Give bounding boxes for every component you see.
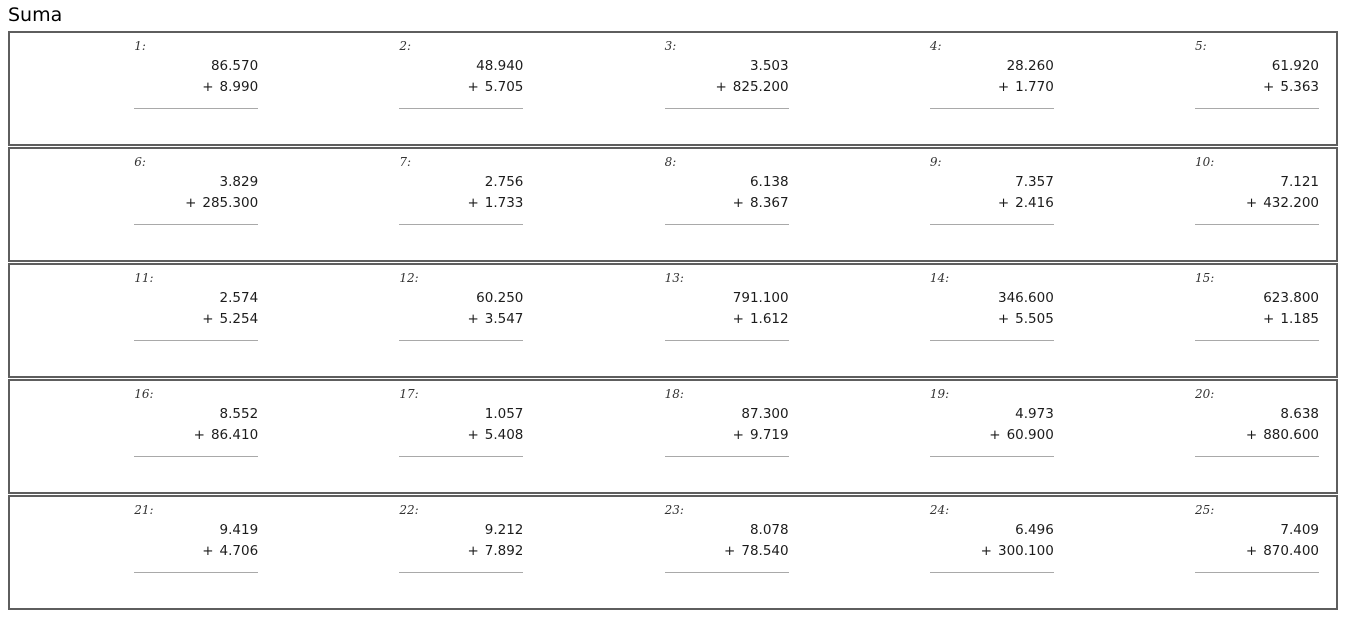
- problem-cell: [1071, 149, 1336, 260]
- plus-operator: +: [724, 543, 736, 559]
- problem-cell: [1071, 265, 1336, 376]
- addition-problem: [665, 381, 789, 492]
- plus-operator: +: [467, 543, 479, 559]
- addition-problem: [399, 265, 523, 376]
- operand-bottom: 86.410: [210, 427, 259, 443]
- problem-number: 25:: [1195, 503, 1215, 517]
- addition-problem: [1195, 149, 1319, 260]
- operand-bottom: 1.770: [1015, 79, 1054, 95]
- operand-bottom-row: [1195, 425, 1319, 446]
- problem-cell: [540, 149, 805, 260]
- problem-number: 6:: [134, 155, 146, 169]
- plus-operator: +: [997, 79, 1010, 95]
- problem-number: 14:: [929, 271, 950, 285]
- problem-number: 10:: [1195, 155, 1215, 169]
- problem-number: 13:: [664, 271, 684, 285]
- problem-cell: [10, 381, 275, 492]
- problem-number: 12:: [399, 271, 419, 285]
- operand-bottom: 4.706: [219, 543, 259, 559]
- plus-operator: +: [980, 543, 992, 559]
- answer-line: [665, 224, 789, 225]
- operand-bottom-row: [399, 425, 523, 446]
- plus-operator: +: [185, 195, 197, 211]
- operand-bottom-row: [665, 541, 789, 562]
- addition-problem: [930, 497, 1054, 608]
- problem-cell: [540, 33, 805, 144]
- operand-bottom-row: [399, 77, 523, 98]
- operand-bottom: 2.416: [1015, 195, 1054, 211]
- plus-operator: +: [732, 311, 744, 327]
- problem-cell: [806, 33, 1071, 144]
- problem-number: 9:: [929, 155, 942, 169]
- operand-top: 87.300: [741, 406, 789, 422]
- addition-problem: [665, 33, 789, 144]
- problem-cell: [1071, 497, 1336, 608]
- operand-top: 3.829: [219, 174, 259, 190]
- plus-operator: +: [1263, 79, 1275, 95]
- problem-cell: [275, 265, 540, 376]
- answer-line: [399, 340, 523, 341]
- operand-top: 791.100: [732, 290, 789, 306]
- worksheet-row: [8, 495, 1338, 610]
- plus-operator: +: [193, 427, 205, 443]
- plus-operator: +: [732, 427, 744, 443]
- plus-operator: +: [997, 311, 1010, 327]
- problem-number: 15:: [1195, 271, 1215, 285]
- addition-problem: [399, 497, 523, 608]
- problem-cell: [540, 381, 805, 492]
- problem-number: 21:: [134, 503, 154, 517]
- plus-operator: +: [1245, 195, 1258, 211]
- operand-top: 61.920: [1271, 58, 1320, 74]
- operand-bottom: 7.892: [484, 543, 524, 559]
- operand-bottom-row: [399, 193, 523, 214]
- worksheet-row: [8, 31, 1338, 146]
- addition-problem: [399, 149, 523, 260]
- operand-bottom-row: [930, 425, 1054, 446]
- operand-top: 6.138: [749, 174, 789, 190]
- answer-line: [134, 456, 258, 457]
- operand-bottom: 8.367: [749, 195, 789, 211]
- plus-operator: +: [715, 79, 727, 95]
- operand-top: 1.057: [484, 406, 524, 422]
- answer-line: [134, 224, 258, 225]
- answer-line: [665, 340, 789, 341]
- worksheet-row: [8, 147, 1338, 262]
- plus-operator: +: [989, 427, 1001, 443]
- operand-top: 4.973: [1015, 406, 1054, 422]
- operand-bottom: 870.400: [1263, 543, 1320, 559]
- answer-line: [399, 224, 523, 225]
- answer-line: [930, 456, 1054, 457]
- problem-cell: [275, 149, 540, 260]
- plus-operator: +: [1245, 427, 1258, 443]
- operand-top: 8.552: [219, 406, 259, 422]
- problem-cell: [1071, 33, 1336, 144]
- answer-line: [134, 340, 258, 341]
- problem-number: 2:: [399, 39, 412, 53]
- answer-line: [399, 572, 523, 573]
- problem-number: 19:: [929, 387, 950, 401]
- problem-cell: [806, 497, 1071, 608]
- problem-number: 22:: [399, 503, 419, 517]
- operand-top: 7.121: [1280, 174, 1320, 190]
- operand-top: 346.600: [997, 290, 1054, 306]
- addition-problem: [134, 33, 258, 144]
- operand-bottom: 9.719: [749, 427, 789, 443]
- operand-top: 7.409: [1280, 522, 1320, 538]
- plus-operator: +: [1245, 543, 1258, 559]
- operand-bottom: 8.990: [219, 79, 259, 95]
- operand-top: 28.260: [1006, 58, 1054, 74]
- operand-bottom: 880.600: [1263, 427, 1320, 443]
- problem-number: 16:: [134, 387, 154, 401]
- answer-line: [1195, 456, 1319, 457]
- addition-problem: [930, 381, 1054, 492]
- plus-operator: +: [202, 311, 214, 327]
- operand-top: 623.800: [1263, 290, 1320, 306]
- operand-top: 86.570: [210, 58, 259, 74]
- problem-cell: [806, 381, 1071, 492]
- answer-line: [399, 456, 523, 457]
- problem-cell: [806, 149, 1071, 260]
- operand-bottom-row: [1195, 541, 1319, 562]
- plus-operator: +: [467, 79, 479, 95]
- addition-problem: [399, 33, 523, 144]
- problem-number: 17:: [399, 387, 419, 401]
- addition-problem: [1195, 497, 1319, 608]
- addition-problem: [1195, 33, 1319, 144]
- plus-operator: +: [1263, 311, 1275, 327]
- plus-operator: +: [202, 543, 214, 559]
- plus-operator: +: [997, 195, 1010, 211]
- problem-number: 18:: [664, 387, 684, 401]
- addition-problem: [399, 381, 523, 492]
- problem-cell: [540, 497, 805, 608]
- answer-line: [1195, 108, 1319, 109]
- answer-line: [1195, 224, 1319, 225]
- addition-problem: [930, 33, 1054, 144]
- operand-bottom-row: [665, 309, 789, 330]
- operand-bottom-row: [399, 309, 523, 330]
- addition-problem: [1195, 381, 1319, 492]
- operand-top: 9.212: [484, 522, 524, 538]
- operand-bottom-row: [1195, 309, 1319, 330]
- worksheet-row: [8, 263, 1338, 378]
- operand-bottom-row: [665, 193, 789, 214]
- operand-bottom: 5.505: [1015, 311, 1054, 327]
- answer-line: [665, 456, 789, 457]
- operand-top: 2.756: [484, 174, 524, 190]
- operand-bottom: 1.733: [484, 195, 524, 211]
- operand-top: 6.496: [1015, 522, 1054, 538]
- operand-bottom-row: [1195, 77, 1319, 98]
- answer-line: [930, 108, 1054, 109]
- answer-line: [930, 224, 1054, 225]
- operand-bottom-row: [930, 309, 1054, 330]
- operand-bottom: 432.200: [1263, 195, 1320, 211]
- answer-line: [665, 572, 789, 573]
- addition-problem: [134, 149, 258, 260]
- operand-bottom-row: [930, 541, 1054, 562]
- operand-bottom-row: [134, 193, 258, 214]
- operand-bottom: 285.300: [202, 195, 259, 211]
- answer-line: [665, 108, 789, 109]
- problem-cell: [806, 265, 1071, 376]
- problem-number: 4:: [929, 39, 942, 53]
- answer-line: [1195, 572, 1319, 573]
- problem-number: 8:: [664, 155, 677, 169]
- problem-number: 5:: [1195, 39, 1207, 53]
- operand-top: 3.503: [749, 58, 789, 74]
- operand-bottom-row: [665, 425, 789, 446]
- operand-bottom-row: [930, 193, 1054, 214]
- problem-number: 1:: [134, 39, 146, 53]
- addition-problem: [665, 265, 789, 376]
- problem-number: 11:: [134, 271, 154, 285]
- operand-bottom: 5.408: [484, 427, 524, 443]
- operand-top: 60.250: [476, 290, 524, 306]
- operand-bottom: 1.612: [749, 311, 789, 327]
- operand-bottom: 1.185: [1280, 311, 1320, 327]
- operand-bottom: 300.100: [997, 543, 1054, 559]
- operand-bottom-row: [134, 309, 258, 330]
- answer-line: [134, 572, 258, 573]
- addition-problem: [665, 149, 789, 260]
- addition-problem: [134, 381, 258, 492]
- operand-top: 8.078: [749, 522, 789, 538]
- plus-operator: +: [467, 427, 479, 443]
- operand-top: 48.940: [476, 58, 524, 74]
- problem-cell: [275, 381, 540, 492]
- answer-line: [399, 108, 523, 109]
- operand-bottom: 5.363: [1280, 79, 1320, 95]
- worksheet-grid: [8, 31, 1338, 610]
- answer-line: [930, 340, 1054, 341]
- answer-line: [134, 108, 258, 109]
- operand-bottom-row: [665, 77, 789, 98]
- problem-cell: [1071, 381, 1336, 492]
- operand-bottom-row: [134, 425, 258, 446]
- problem-cell: [275, 33, 540, 144]
- problem-cell: [10, 33, 275, 144]
- addition-problem: [930, 149, 1054, 260]
- problem-number: 20:: [1195, 387, 1215, 401]
- operand-top: 9.419: [219, 522, 259, 538]
- addition-problem: [930, 265, 1054, 376]
- problem-number: 23:: [664, 503, 684, 517]
- operand-bottom: 60.900: [1006, 427, 1054, 443]
- problem-cell: [275, 497, 540, 608]
- operand-bottom: 5.705: [484, 79, 524, 95]
- operand-bottom: 78.540: [741, 543, 789, 559]
- operand-top: 8.638: [1280, 406, 1320, 422]
- operand-bottom-row: [134, 77, 258, 98]
- operand-bottom: 825.200: [732, 79, 789, 95]
- addition-problem: [1195, 265, 1319, 376]
- plus-operator: +: [202, 79, 214, 95]
- operand-top: 2.574: [219, 290, 259, 306]
- addition-problem: [134, 265, 258, 376]
- problem-cell: [10, 497, 275, 608]
- problem-number: 24:: [929, 503, 950, 517]
- problem-cell: [10, 265, 275, 376]
- plus-operator: +: [732, 195, 744, 211]
- operand-bottom-row: [930, 77, 1054, 98]
- operand-bottom: 3.547: [484, 311, 524, 327]
- plus-operator: +: [467, 195, 479, 211]
- plus-operator: +: [467, 311, 479, 327]
- problem-number: 7:: [399, 155, 412, 169]
- operand-bottom-row: [134, 541, 258, 562]
- problem-cell: [10, 149, 275, 260]
- problem-cell: [540, 265, 805, 376]
- page-title: Suma: [8, 4, 63, 26]
- problem-number: 3:: [664, 39, 677, 53]
- addition-problem: [134, 497, 258, 608]
- operand-bottom-row: [1195, 193, 1319, 214]
- operand-bottom-row: [399, 541, 523, 562]
- worksheet-row: [8, 379, 1338, 494]
- operand-top: 7.357: [1015, 174, 1054, 190]
- answer-line: [930, 572, 1054, 573]
- answer-line: [1195, 340, 1319, 341]
- operand-bottom: 5.254: [219, 311, 259, 327]
- addition-problem: [665, 497, 789, 608]
